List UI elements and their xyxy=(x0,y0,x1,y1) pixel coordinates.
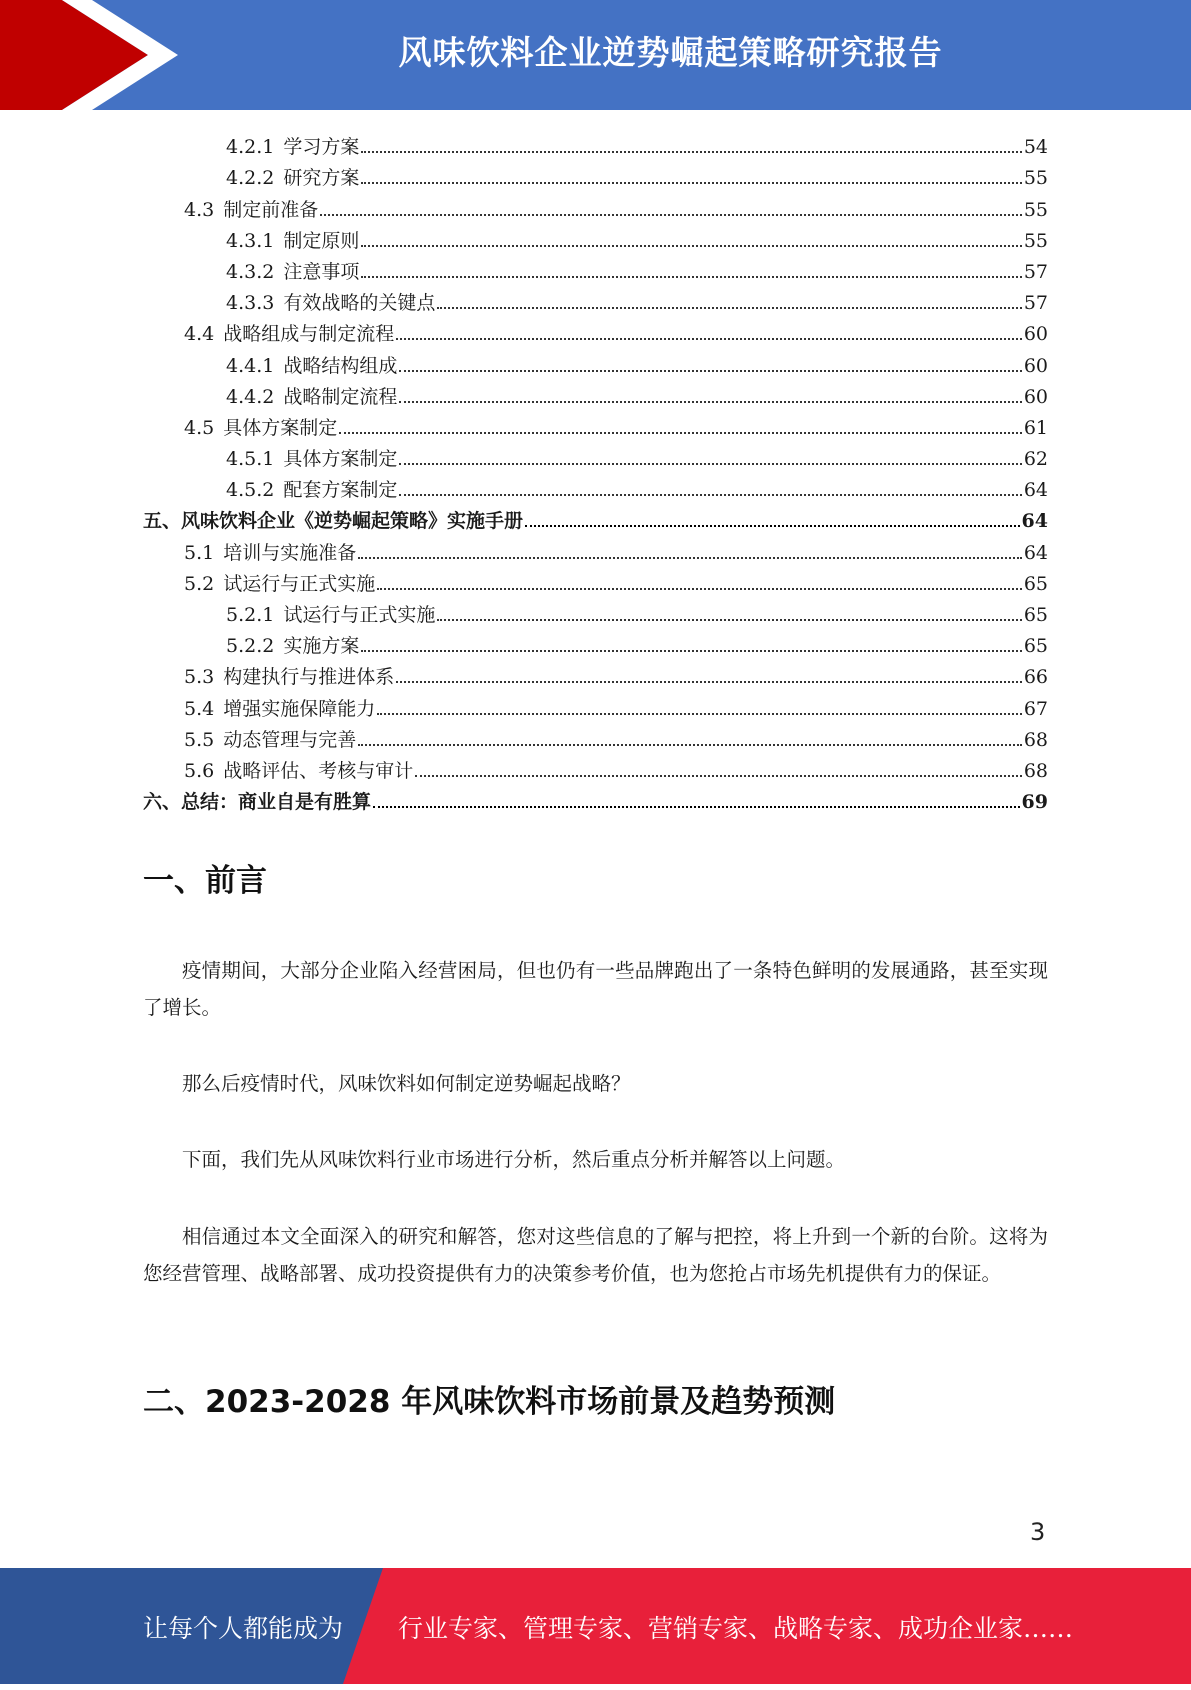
toc-entry-page: 65 xyxy=(1023,572,1048,595)
toc-entry-page: 55 xyxy=(1023,167,1048,190)
toc-entry-page: 66 xyxy=(1023,666,1048,689)
toc-entry-label xyxy=(184,322,396,346)
toc-entry-number: 4.5.2 xyxy=(226,479,275,502)
toc-entry-number: 4.5.1 xyxy=(226,448,275,471)
toc-entry[interactable] xyxy=(143,253,1048,284)
toc-dot-leader xyxy=(339,431,1022,434)
toc-dot-leader xyxy=(437,618,1021,621)
toc-entry-page: 55 xyxy=(1023,198,1048,221)
toc-entry-number: 4.3.3 xyxy=(226,292,275,315)
paragraph: 相信通过本文全面深入的研究和解答，您对这些信息的了解与把控，将上升到一个新的台阶。这将为您经营管理、战略部署、成功投资提供有力的决策参考价值，也为您抢占市场先机提供有力的保证。 xyxy=(143,1225,1048,1285)
page-header xyxy=(0,0,1191,110)
toc-entry-page: 62 xyxy=(1023,448,1048,471)
toc-dot-leader xyxy=(399,493,1021,496)
footer-slogan-left: 让每个人都能成为 xyxy=(143,1614,344,1643)
toc-entry[interactable] xyxy=(143,378,1048,409)
toc-entry-page: 60 xyxy=(1023,385,1048,408)
toc-entry-page: 68 xyxy=(1023,728,1048,751)
toc-entry-label xyxy=(184,697,377,721)
toc-dot-leader xyxy=(399,400,1021,403)
toc-entry[interactable] xyxy=(143,190,1048,221)
toc-entry-number: 5.2.1 xyxy=(226,604,275,626)
toc-entry-label xyxy=(226,447,399,471)
toc-dot-leader xyxy=(361,181,1021,184)
toc-entry-number: 5.6 xyxy=(184,759,215,782)
toc-entry-title: 配套方案制定 xyxy=(283,479,398,502)
toc-entry-label xyxy=(226,354,399,378)
toc-entry[interactable] xyxy=(143,315,1048,346)
paragraph: 疫情期间，大部分企业陷入经营困局，但也仍有一些品牌跑出了一条特色鲜明的发展通路，甚至实现了增长。 xyxy=(143,959,1048,1019)
toc-entry-title: 战略评估、考核与审计 xyxy=(223,759,414,782)
toc-entry-label xyxy=(226,135,361,159)
toc-entry-title: 试运行与正式实施 xyxy=(283,604,436,626)
toc-dot-leader xyxy=(361,150,1021,153)
toc-entry-title: 制定前准备 xyxy=(223,198,319,221)
toc-entry-title: 具体方案制定 xyxy=(283,448,398,471)
section-heading-preface: 一、前言 xyxy=(143,863,267,899)
toc-entry-number: 4.4.2 xyxy=(226,385,275,408)
toc-entry-title: 战略组成与制定流程 xyxy=(223,323,395,346)
toc-entry[interactable] xyxy=(143,346,1048,377)
toc-entry[interactable] xyxy=(143,627,1048,658)
toc-entry-title: 战略制定流程 xyxy=(283,385,398,408)
toc-entry-page: 64 xyxy=(1023,479,1048,502)
toc-entry-page: 64 xyxy=(1021,510,1048,533)
toc-entry-number: 4.2.1 xyxy=(226,136,275,159)
toc-entry-number: 4.5 xyxy=(184,416,215,439)
toc-entry-label xyxy=(226,634,361,658)
toc-entry-label xyxy=(226,166,361,190)
toc-entry-title: 增强实施保障能力 xyxy=(223,697,376,720)
toc-entry[interactable] xyxy=(143,440,1048,471)
toc-entry-title: 制定原则 xyxy=(283,229,360,252)
table-of-contents xyxy=(143,128,1048,814)
page-number: 3 xyxy=(1030,1518,1046,1546)
toc-entry[interactable] xyxy=(143,721,1048,752)
toc-entry[interactable] xyxy=(143,409,1048,440)
toc-entry-label xyxy=(226,229,361,253)
toc-entry-page: 57 xyxy=(1023,292,1048,315)
toc-dot-leader xyxy=(320,213,1022,216)
toc-entry-title: 有效战略的关键点 xyxy=(283,292,436,315)
toc-entry-label xyxy=(226,291,437,315)
toc-entry-title: 研究方案 xyxy=(283,167,360,190)
toc-dot-leader xyxy=(373,805,1020,808)
toc-entry-label xyxy=(184,759,415,783)
header-title: 风味饮料企业逆势崛起策略研究报告 xyxy=(398,33,943,72)
toc-dot-leader xyxy=(399,462,1021,465)
toc-entry-number: 4.2.2 xyxy=(226,167,275,190)
toc-entry-label xyxy=(184,198,320,222)
toc-entry-label xyxy=(143,790,373,814)
toc-entry-title: 六、总结：商业自是有胜算 xyxy=(143,791,372,814)
toc-entry-title: 学习方案 xyxy=(283,136,360,159)
toc-entry-label xyxy=(184,665,396,689)
toc-entry-number: 4.4.1 xyxy=(226,354,275,377)
toc-entry-title: 构建执行与推进体系 xyxy=(223,666,395,689)
toc-entry-label xyxy=(184,416,339,440)
toc-dot-leader xyxy=(525,524,1020,527)
toc-entry-number: 5.2 xyxy=(184,572,215,595)
toc-entry-page: 69 xyxy=(1021,791,1048,814)
toc-entry-page: 65 xyxy=(1023,604,1048,626)
toc-dot-leader xyxy=(396,337,1022,340)
toc-entry[interactable] xyxy=(143,159,1048,190)
page-footer xyxy=(0,1568,1191,1684)
toc-entry[interactable] xyxy=(143,284,1048,315)
toc-dot-leader xyxy=(396,680,1022,683)
toc-entry-label xyxy=(184,728,358,752)
toc-entry-number: 4.3.1 xyxy=(226,229,275,252)
toc-entry-number: 4.3.2 xyxy=(226,260,275,283)
toc-entry[interactable] xyxy=(143,533,1048,564)
toc-entry[interactable] xyxy=(143,658,1048,689)
toc-entry-page: 65 xyxy=(1023,635,1048,658)
toc-entry-title: 动态管理与完善 xyxy=(223,728,357,751)
toc-entry-number: 5.3 xyxy=(184,666,215,689)
toc-entry[interactable] xyxy=(143,222,1048,253)
toc-entry-number: 5.4 xyxy=(184,697,215,720)
toc-entry-label xyxy=(184,572,377,596)
toc-entry-page: 60 xyxy=(1023,354,1048,377)
toc-entry-page: 60 xyxy=(1023,323,1048,346)
toc-entry-number: 5.5 xyxy=(184,728,215,751)
toc-entry-page: 61 xyxy=(1023,416,1048,439)
section-heading-forecast: 二、2023-2028 年风味饮料市场前景及趋势预测 xyxy=(143,1384,836,1420)
toc-dot-leader xyxy=(361,275,1021,278)
toc-entry-label xyxy=(226,385,399,409)
toc-entry[interactable] xyxy=(143,565,1048,596)
paragraph: 那么后疫情时代，风味饮料如何制定逆势崛起战略？ xyxy=(182,1072,631,1095)
toc-entry-label xyxy=(226,260,361,284)
toc-entry-number: 4.3 xyxy=(184,198,215,221)
toc-entry-title: 具体方案制定 xyxy=(223,416,338,439)
toc-dot-leader xyxy=(377,712,1022,715)
toc-entry-label xyxy=(184,541,358,565)
toc-entry-page: 68 xyxy=(1023,759,1048,782)
footer-slogan-right: 行业专家、管理专家、营销专家、战略专家、成功企业家…… xyxy=(398,1614,1074,1643)
toc-entry-page: 57 xyxy=(1023,260,1048,283)
toc-entry[interactable] xyxy=(143,471,1048,502)
toc-entry-page: 55 xyxy=(1023,229,1048,252)
toc-entry-title: 注意事项 xyxy=(283,260,360,283)
toc-dot-leader xyxy=(377,587,1022,590)
toc-dot-leader xyxy=(361,244,1021,247)
toc-entry-title: 培训与实施准备 xyxy=(223,541,357,564)
toc-entry-number: 4.4 xyxy=(184,323,215,346)
toc-entry-number: 5.1 xyxy=(184,541,215,564)
toc-entry-title: 五、风味饮料企业《逆势崛起策略》实施手册 xyxy=(143,510,524,533)
toc-entry-label xyxy=(226,478,399,502)
toc-dot-leader xyxy=(437,306,1021,309)
toc-entry-title: 实施方案 xyxy=(283,635,360,658)
toc-entry-label xyxy=(143,509,525,533)
toc-entry-page: 64 xyxy=(1023,541,1048,564)
toc-entry[interactable] xyxy=(143,502,1048,533)
toc-entry[interactable] xyxy=(143,689,1048,720)
toc-entry[interactable] xyxy=(143,752,1048,783)
toc-dot-leader xyxy=(358,556,1022,559)
toc-dot-leader xyxy=(358,743,1022,746)
toc-dot-leader xyxy=(399,369,1021,372)
toc-entry[interactable] xyxy=(143,783,1048,814)
toc-entry-page: 54 xyxy=(1023,136,1048,159)
toc-dot-leader xyxy=(361,649,1021,652)
toc-entry[interactable] xyxy=(143,128,1048,159)
toc-entry-title: 试运行与正式实施 xyxy=(223,572,376,595)
toc-dot-leader xyxy=(415,774,1022,777)
toc-entry-number: 5.2.2 xyxy=(226,635,275,658)
toc-entry-label xyxy=(226,603,437,627)
toc-entry-title: 战略结构组成 xyxy=(283,354,398,377)
paragraph: 下面，我们先从风味饮料行业市场进行分析，然后重点分析并解答以上问题。 xyxy=(182,1148,846,1171)
toc-entry[interactable] xyxy=(143,596,1048,627)
toc-entry-page: 67 xyxy=(1023,697,1048,720)
